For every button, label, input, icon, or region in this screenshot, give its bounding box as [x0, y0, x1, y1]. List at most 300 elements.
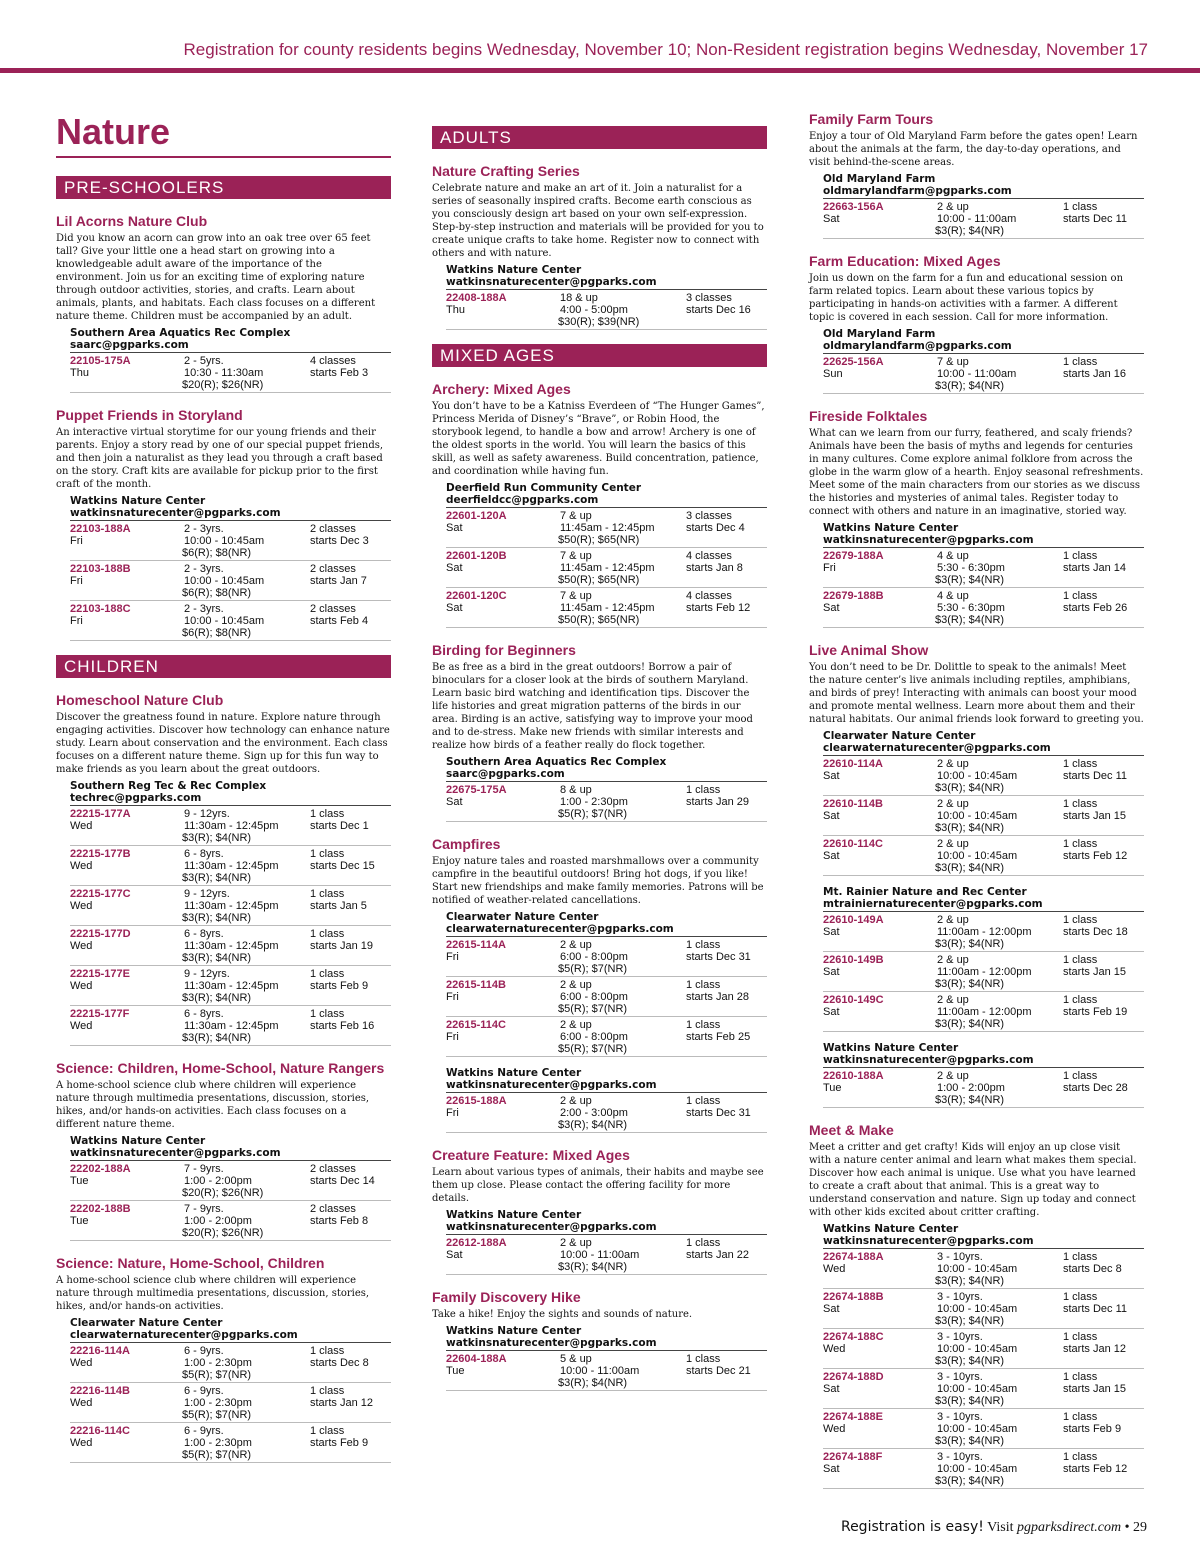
course-code[interactable]: 22103-188C	[70, 603, 131, 615]
class-day: Wed	[70, 860, 93, 872]
start-date: starts Dec 11	[1063, 213, 1127, 225]
age-range: 2 - 3yrs.	[184, 603, 224, 615]
program	[809, 642, 1144, 1108]
location-name: Old Maryland Farm	[823, 328, 936, 340]
class-time: 10:00 - 10:45am	[937, 810, 1018, 822]
class-day: Sat	[823, 850, 840, 862]
class-count: 1 class	[310, 808, 345, 820]
row-divider	[823, 627, 1144, 628]
class-count: 1 class	[686, 979, 721, 991]
class-day: Thu	[70, 367, 89, 379]
program	[809, 408, 1144, 628]
class-fee: $3(R); $4(NR)	[935, 1315, 1005, 1327]
class-count: 1 class	[686, 939, 721, 951]
class-row	[70, 521, 391, 561]
location-email[interactable]: techrec@pgparks.com	[70, 792, 202, 804]
course-code[interactable]: 22674-188E	[823, 1411, 883, 1423]
start-date: starts Feb 4	[310, 615, 369, 627]
program-description: Celebrate nature and make an art of it. Join a naturalist for a series of seasonally inspired crafts. Become earth conscious as you consciously design art based on your own self-expression. Step-by-step instruction and materials will be provided for you to create unique crafts to take home. Register now to connect with others and with nature.	[432, 183, 764, 259]
course-code[interactable]: 22610-114B	[823, 798, 883, 810]
start-date: starts Jan 12	[310, 1397, 373, 1409]
course-code[interactable]: 22675-175A	[446, 784, 507, 796]
course-code[interactable]: 22408-188A	[446, 292, 507, 304]
course-code[interactable]: 22103-188A	[70, 523, 131, 535]
program-description: You don’t need to be Dr. Dolittle to speak to the animals! Meet the nature center’s live animals including reptiles, amphibians, and birds of prey! Interacting with animals can boost your mood and promote mental wellness. Learn more about them and their natural habitats. Our animal friends look forward to greeting you.	[809, 662, 1144, 725]
course-code[interactable]: 22674-188C	[823, 1331, 884, 1343]
class-day: Sat	[823, 1006, 840, 1018]
start-date: starts Jan 15	[1063, 966, 1126, 978]
location	[70, 495, 391, 641]
course-code[interactable]: 22610-114A	[823, 758, 883, 770]
class-fee: $3(R); $4(NR)	[935, 862, 1005, 874]
page-title: Nature	[56, 111, 171, 152]
class-fee: $3(R); $4(NR)	[935, 225, 1005, 237]
program	[432, 1147, 767, 1275]
location-email[interactable]: watkinsnaturecenter@pgparks.com	[823, 1054, 1034, 1066]
row-divider	[70, 1462, 391, 1463]
course-code[interactable]: 22674-188D	[823, 1371, 884, 1383]
start-date: starts Feb 26	[1063, 602, 1128, 614]
class-row	[823, 1249, 1144, 1289]
class-count: 1 class	[1063, 758, 1098, 770]
course-code[interactable]: 22215-177C	[70, 888, 131, 900]
class-fee: $6(R); $8(NR)	[182, 547, 252, 559]
class-fee: $3(R); $4(NR)	[558, 1377, 628, 1389]
row-divider	[446, 1390, 767, 1391]
class-count: 1 class	[1063, 590, 1098, 602]
class-time: 11:00am - 12:00pm	[937, 966, 1032, 978]
age-range: 2 & up	[937, 1070, 969, 1082]
start-date: starts Feb 19	[1063, 1006, 1128, 1018]
age-range: 3 - 10yrs.	[937, 1291, 983, 1303]
class-time: 11:45am - 12:45pm	[560, 562, 655, 574]
class-fee: $20(R); $26(NR)	[182, 1227, 264, 1239]
course-code[interactable]: 22216-114B	[70, 1385, 130, 1397]
row-divider	[70, 392, 391, 393]
program-title: Archery: Mixed Ages	[432, 381, 571, 397]
location	[446, 1067, 767, 1133]
location-name: Clearwater Nature Center	[70, 1317, 223, 1329]
age-range: 5 & up	[560, 1353, 592, 1365]
program-title: Live Animal Show	[809, 642, 929, 658]
class-fee: $3(R); $4(NR)	[182, 832, 252, 844]
course-code[interactable]: 22601-120A	[446, 510, 507, 522]
start-date: starts Dec 28	[1063, 1082, 1128, 1094]
location	[823, 730, 1144, 876]
course-code[interactable]: 22604-188A	[446, 1353, 507, 1365]
class-time: 11:30am - 12:45pm	[184, 1020, 279, 1032]
location-email[interactable]: clearwaternaturecenter@pgparks.com	[446, 923, 674, 935]
age-range: 6 - 9yrs.	[184, 1425, 224, 1437]
location-email[interactable]: saarc@pgparks.com	[70, 339, 189, 351]
age-range: 4 & up	[937, 590, 969, 602]
title-rule	[56, 156, 391, 158]
class-row	[446, 1093, 767, 1133]
class-row	[823, 588, 1144, 628]
class-fee: $20(R); $26(NR)	[182, 1187, 264, 1199]
location-name: Southern Area Aquatics Rec Complex	[70, 327, 291, 339]
course-code[interactable]: 22679-188A	[823, 550, 884, 562]
course-code[interactable]: 22615-114B	[446, 979, 506, 991]
program	[809, 111, 1144, 239]
program-title: Farm Education: Mixed Ages	[809, 253, 1001, 269]
class-time: 10:00 - 11:00am	[560, 1365, 640, 1377]
class-fee: $3(R); $4(NR)	[935, 1435, 1005, 1447]
start-date: starts Dec 1	[310, 820, 369, 832]
location-email[interactable]: watkinsnaturecenter@pgparks.com	[446, 1221, 657, 1233]
class-count: 2 classes	[310, 523, 356, 535]
course-code[interactable]: 22215-177B	[70, 848, 131, 860]
class-time: 11:30am - 12:45pm	[184, 900, 279, 912]
program-description: Join us down on the farm for a fun and educational session on farm related topics. Learn about these various topics by participating in hands-on activities with a farmer. A different topic is covered in each session. Call for more information.	[809, 273, 1124, 323]
class-day: Wed	[70, 1397, 93, 1409]
course-code[interactable]: 22674-188A	[823, 1251, 884, 1263]
class-time: 1:00 - 2:30pm	[184, 1397, 252, 1409]
program-description: Take a hike! Enjoy the sights and sounds of nature.	[432, 1309, 693, 1320]
class-time: 11:30am - 12:45pm	[184, 860, 279, 872]
course-code[interactable]: 22679-188B	[823, 590, 884, 602]
location	[823, 886, 1144, 1032]
class-time: 10:00 - 10:45am	[184, 535, 265, 547]
program	[56, 213, 391, 393]
age-range: 3 - 10yrs.	[937, 1411, 983, 1423]
class-row	[446, 977, 767, 1017]
program	[56, 692, 391, 1046]
start-date: starts Feb 9	[310, 980, 369, 992]
class-count: 1 class	[1063, 201, 1098, 213]
class-day: Sat	[823, 213, 840, 225]
start-date: starts Dec 11	[1063, 770, 1127, 782]
class-row	[823, 796, 1144, 836]
location-name: Mt. Rainier Nature and Rec Center	[823, 886, 1027, 898]
class-count: 1 class	[1063, 798, 1098, 810]
class-time: 2:00 - 3:00pm	[560, 1107, 628, 1119]
course-code[interactable]: 22601-120B	[446, 550, 507, 562]
class-fee: $3(R); $4(NR)	[935, 614, 1005, 626]
start-date: starts Jan 29	[686, 796, 749, 808]
class-row	[70, 966, 391, 1006]
class-day: Wed	[70, 900, 93, 912]
class-count: 4 classes	[686, 590, 732, 602]
class-fee: $3(R); $4(NR)	[935, 574, 1005, 586]
class-day: Fri	[446, 951, 459, 963]
location	[823, 1223, 1144, 1489]
class-row	[446, 508, 767, 548]
start-date: starts Feb 8	[310, 1215, 369, 1227]
start-date: starts Feb 9	[310, 1437, 369, 1449]
program	[432, 381, 767, 628]
class-count: 1 class	[310, 968, 345, 980]
class-row	[823, 1068, 1144, 1108]
class-day: Fri	[70, 575, 83, 587]
course-code[interactable]: 22610-149A	[823, 914, 884, 926]
class-count: 1 class	[1063, 1451, 1098, 1463]
class-count: 1 class	[1063, 954, 1098, 966]
program-description: You don’t have to be a Katniss Everdeen of “The Hunger Games”, Princess Merida of Disney’s “Brave”, or Robin Hood, the storybook legend, to handle a bow and arrow! Archery is one of the oldest sports in the world. You will learn the basics of this skill, as well as safety awareness. Build concentration, patience, and coordination while having fun.	[432, 401, 765, 477]
program-title: Science: Nature, Home-School, Children	[56, 1255, 325, 1271]
course-code[interactable]: 22674-188F	[823, 1451, 883, 1463]
age-range: 7 & up	[560, 510, 592, 522]
age-range: 6 - 8yrs.	[184, 928, 224, 940]
class-time: 6:00 - 8:00pm	[560, 991, 628, 1003]
class-fee: $50(R); $65(NR)	[558, 574, 640, 586]
age-range: 2 & up	[560, 939, 592, 951]
class-count: 1 class	[686, 1353, 721, 1365]
location-email[interactable]: mtrainiernaturecenter@pgparks.com	[823, 898, 1043, 910]
class-day: Sat	[823, 770, 840, 782]
class-fee: $50(R); $65(NR)	[558, 534, 640, 546]
column-middle	[432, 126, 767, 1391]
class-row	[446, 937, 767, 977]
location-email[interactable]: watkinsnaturecenter@pgparks.com	[823, 534, 1034, 546]
class-count: 2 classes	[310, 563, 356, 575]
class-day: Tue	[823, 1082, 842, 1094]
class-day: Sat	[823, 810, 840, 822]
location-email[interactable]: watkinsnaturecenter@pgparks.com	[70, 1147, 281, 1159]
age-range: 2 & up	[937, 758, 969, 770]
location-email[interactable]: watkinsnaturecenter@pgparks.com	[823, 1235, 1034, 1247]
class-count: 3 classes	[686, 292, 732, 304]
location-email[interactable]: watkinsnaturecenter@pgparks.com	[446, 276, 657, 288]
location-name: Old Maryland Farm	[823, 173, 936, 185]
location-email[interactable]: deerfieldcc@pgparks.com	[446, 494, 599, 506]
class-row	[70, 601, 391, 641]
course-code[interactable]: 22615-188A	[446, 1095, 507, 1107]
class-fee: $3(R); $4(NR)	[558, 1261, 628, 1273]
class-day: Sat	[823, 602, 840, 614]
location-email[interactable]: watkinsnaturecenter@pgparks.com	[446, 1079, 657, 1091]
class-time: 4:00 - 5:00pm	[560, 304, 628, 316]
location-email[interactable]: clearwaternaturecenter@pgparks.com	[70, 1329, 298, 1341]
course-code[interactable]: 22615-114C	[446, 1019, 506, 1031]
location	[446, 756, 767, 822]
class-fee: $5(R); $7(NR)	[558, 808, 628, 820]
row-divider	[823, 1031, 1144, 1032]
course-code[interactable]: 22610-149B	[823, 954, 884, 966]
class-time: 10:00 - 10:45am	[184, 615, 265, 627]
class-count: 1 class	[310, 888, 345, 900]
course-code[interactable]: 22615-114A	[446, 939, 506, 951]
class-count: 1 class	[1063, 994, 1098, 1006]
class-day: Sat	[446, 562, 463, 574]
class-day: Fri	[70, 535, 83, 547]
class-day: Sun	[823, 368, 843, 380]
class-day: Wed	[823, 1423, 846, 1435]
age-range: 9 - 12yrs.	[184, 808, 230, 820]
location-email[interactable]: clearwaternaturecenter@pgparks.com	[823, 742, 1051, 754]
program-title: Puppet Friends in Storyland	[56, 407, 243, 423]
class-count: 1 class	[686, 1095, 721, 1107]
course-code[interactable]: 22610-114C	[823, 838, 883, 850]
row-divider	[823, 1107, 1144, 1108]
program	[432, 163, 767, 330]
class-day: Sat	[446, 602, 463, 614]
class-row	[823, 756, 1144, 796]
class-row	[70, 1343, 391, 1383]
start-date: starts Feb 9	[1063, 1423, 1122, 1435]
course-code[interactable]: 22612-188A	[446, 1237, 507, 1249]
row-divider	[70, 1045, 391, 1046]
age-range: 4 & up	[937, 550, 969, 562]
class-time: 11:00am - 12:00pm	[937, 926, 1032, 938]
program-description: Discover the greatness found in nature. Explore nature through engaging activities. Discover how technology can enhance nature study. Learn about conservation and the environment. Each class focuses on a different nature theme. Sign up for this fun way to make friends as you learn about the great outdoors.	[56, 712, 390, 775]
class-count: 2 classes	[310, 1203, 356, 1215]
age-range: 2 & up	[937, 798, 969, 810]
start-date: starts Dec 15	[310, 860, 375, 872]
class-row	[70, 1383, 391, 1423]
program	[809, 1122, 1144, 1489]
footer-link[interactable]: pgparksdirect.com	[1017, 1520, 1122, 1535]
course-code[interactable]: 22625-156A	[823, 356, 884, 368]
row-divider	[823, 238, 1144, 239]
course-code[interactable]: 22601-120C	[446, 590, 507, 602]
class-count: 2 classes	[310, 603, 356, 615]
location-name: Watkins Nature Center	[446, 1067, 582, 1079]
course-code[interactable]: 22105-175A	[70, 355, 131, 367]
start-date: starts Dec 3	[310, 535, 369, 547]
program	[432, 836, 767, 1133]
age-range: 2 & up	[937, 838, 969, 850]
location-email[interactable]: oldmarylandfarm@pgparks.com	[823, 340, 1012, 352]
class-fee: $5(R); $7(NR)	[182, 1369, 252, 1381]
age-range: 2 & up	[937, 201, 969, 213]
class-count: 1 class	[686, 1019, 721, 1031]
location-name: Watkins Nature Center	[446, 264, 582, 276]
course-code[interactable]: 22663-156A	[823, 201, 884, 213]
start-date: starts Dec 31	[686, 1107, 751, 1119]
class-row	[70, 806, 391, 846]
age-range: 2 & up	[937, 954, 969, 966]
location-name: Watkins Nature Center	[823, 1223, 959, 1235]
class-fee: $3(R); $4(NR)	[935, 782, 1005, 794]
class-fee: $3(R); $4(NR)	[558, 1119, 628, 1131]
class-time: 10:00 - 11:00am	[937, 213, 1017, 225]
class-count: 1 class	[1063, 1070, 1098, 1082]
location-email[interactable]: watkinsnaturecenter@pgparks.com	[70, 507, 281, 519]
class-row	[823, 1369, 1144, 1409]
program-description: Enjoy a tour of Old Maryland Farm before the gates open! Learn about the animals at the farm, the day-to-day operations, and visit behind-the-scene areas.	[809, 131, 1138, 168]
class-row	[70, 353, 391, 393]
program-title: Fireside Folktales	[809, 408, 928, 424]
class-row	[446, 588, 767, 628]
location	[70, 1317, 391, 1463]
age-range: 3 - 10yrs.	[937, 1251, 983, 1263]
class-time: 10:00 - 10:45am	[937, 1343, 1018, 1355]
course-code[interactable]: 22674-188B	[823, 1291, 884, 1303]
location-email[interactable]: oldmarylandfarm@pgparks.com	[823, 185, 1012, 197]
class-time: 5:30 - 6:30pm	[937, 602, 1005, 614]
class-fee: $6(R); $8(NR)	[182, 627, 252, 639]
course-code[interactable]: 22103-188B	[70, 563, 131, 575]
class-count: 1 class	[1063, 1371, 1098, 1383]
course-code[interactable]: 22202-188A	[70, 1163, 131, 1175]
row-divider	[70, 1240, 391, 1241]
class-count: 1 class	[1063, 356, 1098, 368]
course-code[interactable]: 22610-188A	[823, 1070, 884, 1082]
location-email[interactable]: watkinsnaturecenter@pgparks.com	[446, 1337, 657, 1349]
course-code[interactable]: 22215-177E	[70, 968, 130, 980]
footer	[841, 1519, 1147, 1536]
class-day: Fri	[446, 1031, 459, 1043]
header-rule	[0, 68, 1200, 73]
class-fee: $3(R); $4(NR)	[935, 1094, 1005, 1106]
class-time: 5:30 - 6:30pm	[937, 562, 1005, 574]
class-day: Fri	[446, 991, 459, 1003]
page-number: • 29	[1124, 1520, 1147, 1535]
course-code[interactable]: 22216-114C	[70, 1425, 130, 1437]
class-time: 10:00 - 10:45am	[937, 1423, 1018, 1435]
class-time: 10:00 - 10:45am	[937, 1263, 1018, 1275]
course-code[interactable]: 22610-149C	[823, 994, 884, 1006]
class-fee: $3(R); $4(NR)	[182, 1032, 252, 1044]
class-fee: $3(R); $4(NR)	[935, 1395, 1005, 1407]
class-day: Sat	[823, 1463, 840, 1475]
location-name: Watkins Nature Center	[70, 495, 206, 507]
course-code[interactable]: 22202-188B	[70, 1203, 131, 1215]
class-fee: $5(R); $7(NR)	[182, 1449, 252, 1461]
class-fee: $3(R); $4(NR)	[935, 1018, 1005, 1030]
class-time: 6:00 - 8:00pm	[560, 1031, 628, 1043]
row-divider	[446, 1274, 767, 1275]
class-time: 10:00 - 10:45am	[937, 1303, 1018, 1315]
start-date: starts Jan 16	[1063, 368, 1126, 380]
class-count: 1 class	[1063, 914, 1098, 926]
program-description: Meet a critter and get crafty! Kids will enjoy an up close visit with a nature center animal and learn what makes them special. Discover how each animal is unique. Use what you have learned to create a craft about that animal. This is a great way to understand conservation and nature. Sign up today and connect with other kids excited about critter crafting.	[809, 1142, 1137, 1218]
age-range: 9 - 12yrs.	[184, 968, 230, 980]
course-code[interactable]: 22215-177D	[70, 928, 131, 940]
class-time: 1:00 - 2:00pm	[184, 1215, 252, 1227]
location-name: Watkins Nature Center	[823, 1042, 959, 1054]
class-row	[446, 548, 767, 588]
class-time: 1:00 - 2:30pm	[184, 1437, 252, 1449]
age-range: 2 & up	[937, 914, 969, 926]
class-day: Wed	[70, 1020, 93, 1032]
class-fee: $3(R); $4(NR)	[182, 912, 252, 924]
class-count: 1 class	[310, 928, 345, 940]
start-date: starts Feb 12	[1063, 1463, 1128, 1475]
class-time: 1:00 - 2:30pm	[184, 1357, 252, 1369]
class-count: 1 class	[1063, 838, 1098, 850]
location-name: Watkins Nature Center	[70, 1135, 206, 1147]
program	[432, 642, 767, 822]
class-count: 1 class	[310, 1425, 345, 1437]
row-divider	[446, 1132, 767, 1133]
class-count: 1 class	[1063, 1411, 1098, 1423]
course-code[interactable]: 22216-114A	[70, 1345, 130, 1357]
column-left	[56, 112, 391, 1463]
course-code[interactable]: 22215-177A	[70, 808, 131, 820]
class-time: 11:45am - 12:45pm	[560, 522, 655, 534]
class-fee: $50(R); $65(NR)	[558, 614, 640, 626]
class-count: 1 class	[686, 784, 721, 796]
class-day: Wed	[70, 980, 93, 992]
class-day: Sat	[446, 1249, 463, 1261]
age-range: 7 & up	[937, 356, 969, 368]
class-time: 10:00 - 11:00am	[937, 368, 1017, 380]
age-range: 7 - 9yrs.	[184, 1203, 224, 1215]
age-range: 2 - 3yrs.	[184, 563, 224, 575]
location-name: Clearwater Nature Center	[823, 730, 976, 742]
location-name: Watkins Nature Center	[823, 522, 959, 534]
class-count: 1 class	[310, 848, 345, 860]
start-date: starts Feb 16	[310, 1020, 375, 1032]
class-row	[823, 952, 1144, 992]
registration-header: Registration for county residents begins Wednesday, November 10; Non-Resident registration begins Wednesday, November 17	[183, 40, 1148, 59]
class-count: 1 class	[310, 1385, 345, 1397]
class-day: Sat	[823, 1383, 840, 1395]
course-code[interactable]: 22215-177F	[70, 1008, 130, 1020]
location-email[interactable]: saarc@pgparks.com	[446, 768, 565, 780]
